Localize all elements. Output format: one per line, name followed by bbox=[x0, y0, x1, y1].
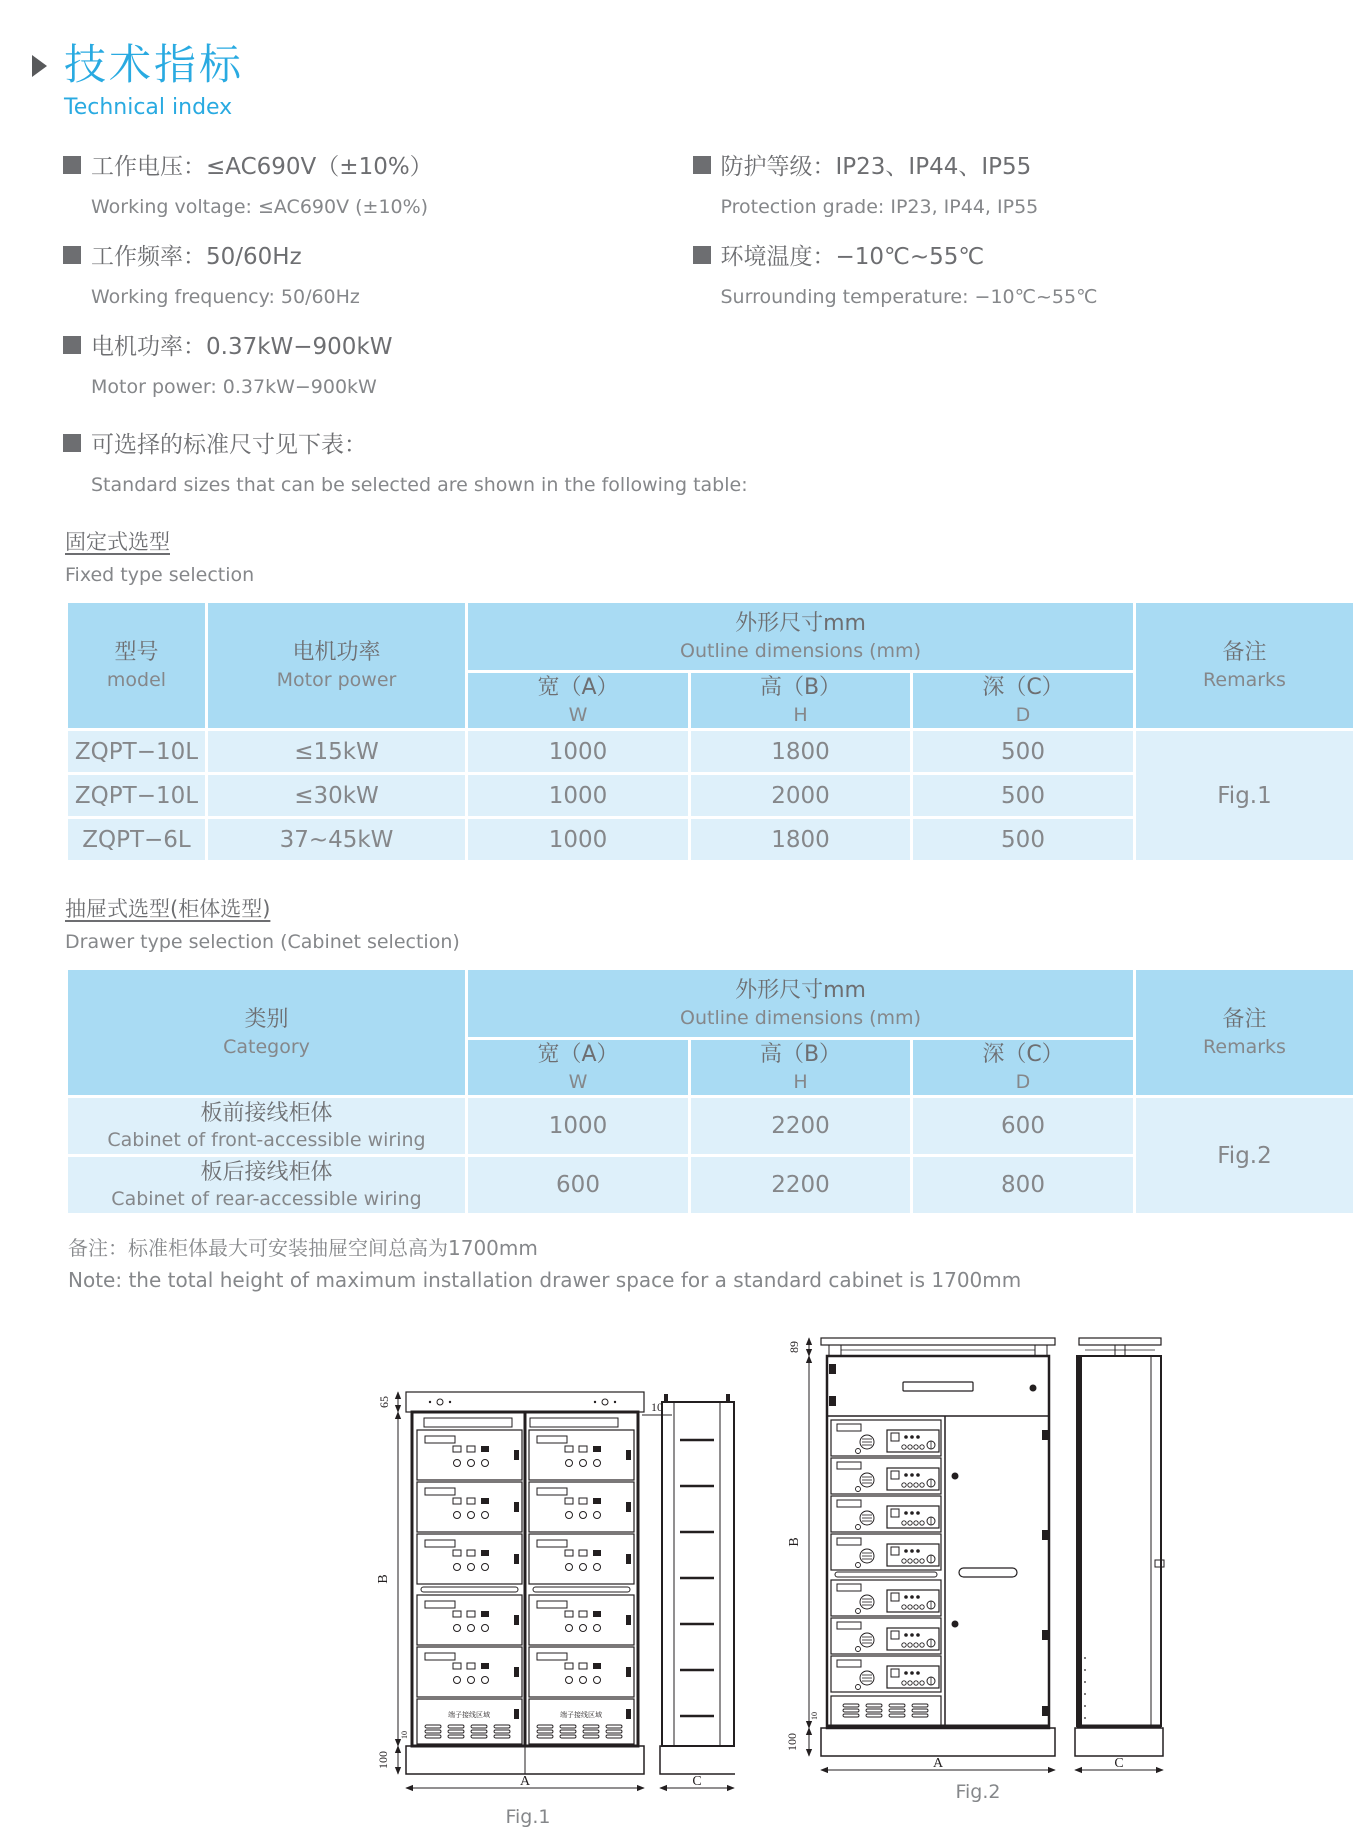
fig1-terminal-cell bbox=[417, 1699, 522, 1744]
header-zh: 备注 bbox=[1222, 640, 1267, 666]
header-zh: 型号 bbox=[114, 640, 159, 666]
cell-depth bbox=[912, 730, 1135, 774]
bullet-square-icon bbox=[693, 246, 711, 264]
cell-value: 2000 bbox=[771, 782, 830, 809]
header-zh: 外形尺寸mm bbox=[735, 611, 866, 637]
cell-value: 600 bbox=[1001, 1113, 1045, 1140]
cell-value: Fig.2 bbox=[1217, 1142, 1272, 1169]
page-header bbox=[30, 42, 1322, 88]
bullet-square-icon bbox=[63, 156, 81, 174]
fig1-terminal-cell bbox=[529, 1699, 634, 1744]
fig2-drawing bbox=[763, 1298, 1173, 1808]
cell-category-zh: 板后接线柜体 bbox=[200, 1159, 333, 1185]
page-title-zh: 技术指标 bbox=[64, 40, 245, 89]
cell-category bbox=[67, 1156, 467, 1215]
dim-label-10-small: 10 bbox=[810, 1712, 819, 1721]
cell-remark bbox=[1135, 730, 1355, 862]
footnote-en: Note: the total height of maximum installation drawer space for a standard cabinet is 1700mm bbox=[68, 1268, 1022, 1293]
header-en: Motor power bbox=[276, 668, 397, 691]
header-en: D bbox=[1015, 703, 1031, 726]
bullet-square-icon bbox=[63, 434, 81, 452]
cell-power bbox=[207, 774, 467, 818]
cell-model bbox=[67, 730, 207, 774]
cell-remark bbox=[1135, 1097, 1355, 1215]
fig1-front-view bbox=[406, 1392, 644, 1774]
cell-value: 1000 bbox=[548, 738, 608, 765]
cell-height bbox=[690, 730, 912, 774]
page-title-en: Technical index bbox=[64, 95, 233, 121]
spec-en-text: Working frequency: 50/60Hz bbox=[91, 286, 360, 309]
cell-value: 1000 bbox=[548, 782, 608, 809]
cell-height bbox=[690, 1097, 912, 1156]
col-header-depth bbox=[912, 672, 1135, 730]
terminal-area-label: 端子接线区域 bbox=[448, 1711, 490, 1720]
cell-value: 2200 bbox=[771, 1172, 830, 1199]
figures-row bbox=[360, 1298, 1322, 1835]
header-en: H bbox=[793, 703, 808, 726]
sizes-note-zh: 可选择的标准尺寸见下表： bbox=[91, 432, 367, 459]
spec-zh-text: 工作电压：≤AC690V（±10%） bbox=[91, 154, 433, 181]
cell-height bbox=[690, 1156, 912, 1215]
dim-label-A: A bbox=[519, 1774, 531, 1790]
cell-model bbox=[67, 774, 207, 818]
spec-en-text: Motor power: 0.37kW−900kW bbox=[91, 376, 377, 399]
cell-category bbox=[67, 1097, 467, 1156]
section-label-zh: 抽屉式选型(柜体选型) bbox=[65, 897, 271, 922]
spec-zh-text: 工作频率：50/60Hz bbox=[91, 244, 302, 271]
spec-motor-power bbox=[63, 328, 693, 398]
cell-value: 1000 bbox=[548, 826, 608, 853]
cell-value: 800 bbox=[1001, 1172, 1045, 1199]
table-row bbox=[67, 1097, 1355, 1156]
col-header-outline-dimensions bbox=[467, 969, 1135, 1039]
section-label-en: Drawer type selection (Cabinet selection) bbox=[65, 931, 460, 954]
spec-en-text: Surrounding temperature: −10℃~55℃ bbox=[720, 286, 1098, 309]
header-zh: 深（C） bbox=[982, 1042, 1064, 1068]
header-en: Outline dimensions (mm) bbox=[680, 1006, 921, 1029]
header-zh: 宽（A） bbox=[537, 1042, 619, 1068]
col-header-width bbox=[467, 1039, 690, 1097]
dim-label-A: A bbox=[932, 1756, 944, 1772]
cell-depth bbox=[912, 1097, 1135, 1156]
standard-sizes-note bbox=[63, 426, 1322, 496]
header-zh: 高（B） bbox=[759, 675, 842, 701]
section-arrow-icon bbox=[32, 55, 47, 77]
spec-en-text: Protection grade: IP23, IP44, IP55 bbox=[720, 196, 1039, 219]
cell-value: Fig.1 bbox=[1217, 782, 1272, 809]
table-row bbox=[67, 730, 1355, 774]
dim-label-10-small: 10 bbox=[400, 1731, 409, 1740]
cell-value: 1800 bbox=[771, 826, 830, 853]
dim-label-C: C bbox=[1114, 1756, 1124, 1772]
cell-value: ≤30kW bbox=[294, 782, 379, 809]
cell-category-en: Cabinet of front-accessible wiring bbox=[107, 1129, 426, 1152]
cell-value: 500 bbox=[1001, 782, 1045, 809]
dim-label-89: 89 bbox=[787, 1341, 801, 1354]
header-en: H bbox=[793, 1070, 808, 1093]
cell-value: 1800 bbox=[771, 738, 830, 765]
dim-label-C: C bbox=[692, 1774, 702, 1790]
spec-zh-text: 防护等级：IP23、IP44、IP55 bbox=[720, 154, 1032, 181]
header-en: W bbox=[568, 703, 588, 726]
cell-value: 600 bbox=[556, 1172, 600, 1199]
header-zh: 宽（A） bbox=[537, 675, 619, 701]
cell-value: 37~45kW bbox=[279, 826, 394, 853]
cell-power bbox=[207, 730, 467, 774]
section-label-zh: 固定式选型 bbox=[65, 530, 170, 555]
cell-height bbox=[690, 818, 912, 862]
spec-column-right bbox=[693, 146, 1323, 418]
bullet-square-icon bbox=[63, 246, 81, 264]
col-header-category bbox=[67, 969, 467, 1097]
fig2-caption: Fig.2 bbox=[955, 1781, 1001, 1804]
cell-width bbox=[467, 730, 690, 774]
col-header-outline-dimensions bbox=[467, 602, 1135, 672]
spec-column-left bbox=[63, 146, 693, 418]
spec-working-voltage bbox=[63, 148, 693, 218]
sizes-note-en: Standard sizes that can be selected are shown in the following table: bbox=[91, 474, 748, 497]
cell-value: ZQPT−6L bbox=[82, 826, 191, 853]
header-zh: 高（B） bbox=[759, 1042, 842, 1068]
header-zh: 类别 bbox=[244, 1007, 289, 1033]
cell-depth bbox=[912, 1156, 1135, 1215]
header-en: Category bbox=[223, 1035, 310, 1058]
cell-value: 2200 bbox=[771, 1113, 830, 1140]
cell-power bbox=[207, 818, 467, 862]
cell-depth bbox=[912, 774, 1135, 818]
col-header-remarks bbox=[1135, 602, 1355, 730]
terminal-area-label: 端子接线区域 bbox=[560, 1711, 602, 1720]
header-zh: 电机功率 bbox=[292, 640, 381, 666]
section-label-en: Fixed type selection bbox=[65, 564, 255, 587]
spec-zh-text: 环境温度：−10℃~55℃ bbox=[720, 244, 985, 271]
dim-label-B: B bbox=[376, 1574, 391, 1584]
fixed-type-table bbox=[65, 600, 1356, 863]
header-en: Remarks bbox=[1203, 1035, 1286, 1058]
col-header-height bbox=[690, 672, 912, 730]
cell-category-en: Cabinet of rear-accessible wiring bbox=[111, 1188, 422, 1211]
fig1-caption: Fig.1 bbox=[505, 1806, 551, 1829]
figure-2 bbox=[763, 1298, 1173, 1812]
col-header-motor-power bbox=[207, 602, 467, 730]
cell-width bbox=[467, 774, 690, 818]
fig1-drawing bbox=[360, 1336, 735, 1831]
table-footnote bbox=[68, 1232, 1322, 1292]
footnote-zh: 备注：标准柜体最大可安装抽屉空间总高为1700mm bbox=[68, 1236, 538, 1261]
cell-model bbox=[67, 818, 207, 862]
col-header-remarks bbox=[1135, 969, 1355, 1097]
drawer-type-section-label bbox=[65, 893, 1322, 953]
spec-surrounding-temperature bbox=[693, 238, 1323, 308]
header-zh: 深（C） bbox=[982, 675, 1064, 701]
cell-width bbox=[467, 818, 690, 862]
cell-value: 1000 bbox=[548, 1113, 608, 1140]
fig2-front-view bbox=[821, 1338, 1055, 1756]
spec-zh-text: 电机功率：0.37kW−900kW bbox=[91, 334, 393, 361]
col-header-depth bbox=[912, 1039, 1135, 1097]
cell-width bbox=[467, 1156, 690, 1215]
col-header-height bbox=[690, 1039, 912, 1097]
spec-protection-grade bbox=[693, 148, 1323, 218]
dim-label-B: B bbox=[787, 1537, 802, 1547]
figure-1 bbox=[360, 1336, 735, 1835]
cell-value: 500 bbox=[1001, 826, 1045, 853]
fig2-dimensions bbox=[785, 1338, 1055, 1771]
cell-value: ZQPT−10L bbox=[74, 738, 199, 765]
dim-label-100: 100 bbox=[785, 1733, 799, 1752]
cell-value: ZQPT−10L bbox=[74, 782, 199, 809]
header-en: Remarks bbox=[1203, 668, 1286, 691]
bullet-square-icon bbox=[63, 336, 81, 354]
header-zh: 外形尺寸mm bbox=[735, 978, 866, 1004]
cell-category-zh: 板前接线柜体 bbox=[200, 1100, 333, 1126]
fixed-type-section-label bbox=[65, 526, 1322, 586]
cell-width bbox=[467, 1097, 690, 1156]
header-en: Outline dimensions (mm) bbox=[680, 639, 921, 662]
header-zh: 备注 bbox=[1222, 1007, 1267, 1033]
cell-value: 500 bbox=[1001, 738, 1045, 765]
fig1-side-view bbox=[660, 1394, 735, 1789]
cell-value: ≤15kW bbox=[294, 738, 379, 765]
cell-depth bbox=[912, 818, 1135, 862]
drawer-type-table bbox=[65, 967, 1356, 1216]
col-header-model bbox=[67, 602, 207, 730]
spec-en-text: Working voltage: ≤AC690V (±10%) bbox=[91, 196, 429, 219]
header-en: D bbox=[1015, 1070, 1031, 1093]
fig2-side-view bbox=[1075, 1338, 1164, 1771]
bullet-square-icon bbox=[693, 156, 711, 174]
header-en: W bbox=[568, 1070, 588, 1093]
header-en: model bbox=[106, 668, 167, 691]
spec-list bbox=[63, 146, 1322, 418]
dim-label-10-top: 10 bbox=[651, 1400, 663, 1415]
dim-label-100: 100 bbox=[376, 1751, 390, 1770]
col-header-width bbox=[467, 672, 690, 730]
dim-label-65: 65 bbox=[377, 1396, 391, 1409]
cell-height bbox=[690, 774, 912, 818]
spec-working-frequency bbox=[63, 238, 693, 308]
